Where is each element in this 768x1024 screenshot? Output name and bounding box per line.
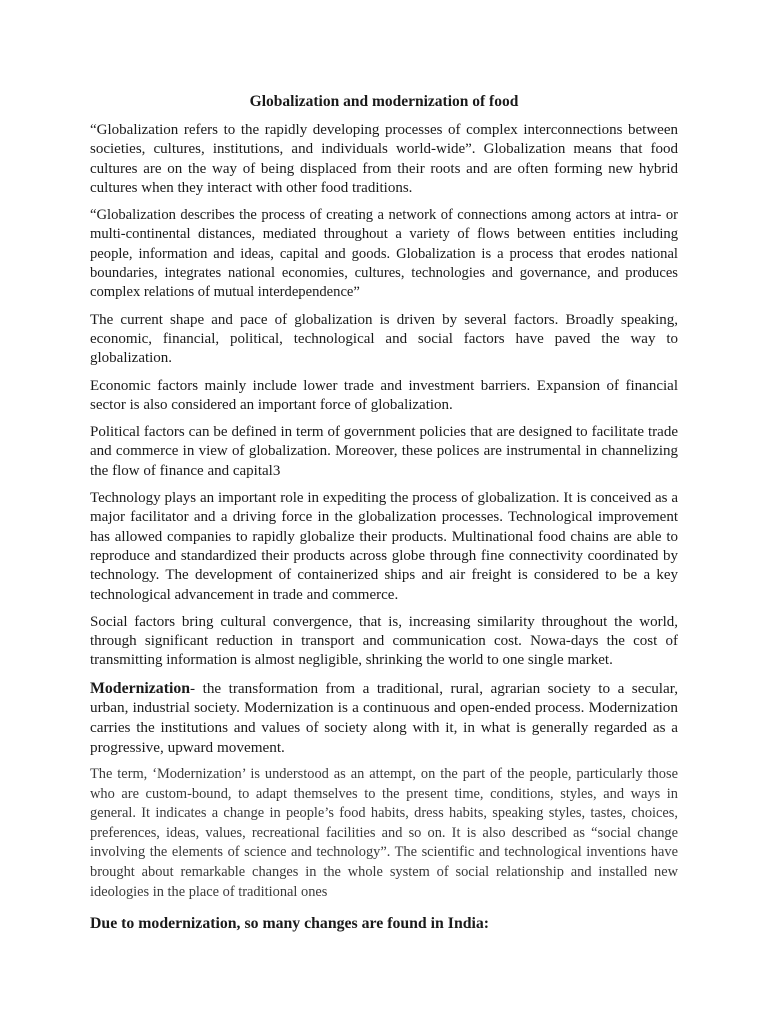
paragraph-technology: Technology plays an important role in expediting the process of globalization. It is conceived as a major facilitator and a driving force in the globalization processes. Technological improvement has allowed companies to rapidly globalize their products. Multinational food chains are able to reproduce and standardized their products across globe through fine connectivity coordinated by technology. The development of containerized ships and air freight is considered to be a key technological advancement in trade and commerce.: [90, 490, 678, 603]
section-heading-india-changes: Due to modernization, so many changes are found in India:: [90, 915, 490, 933]
document-title: Globalization and modernization of food: [249, 93, 519, 110]
modernization-term: Modernization: [90, 679, 191, 697]
paragraph-globalization-network: “Globalization describes the process of creating a network of connections among actors at intra- or multi-continental distances, mediated throughout a variety of flows between entities including people, information and ideas, capital and goods. Globalization is a process that erodes national boundaries, integrates national economies, cultures, technologies and governance, and produces complex relations of mutual interdependence”: [90, 207, 678, 301]
paragraph-globalization-definition: “Globalization refers to the rapidly developing processes of complex interconnections between societies, cultures, institutions, and individuals world-wide”. Globalization means that food cultures are on the way of being displaced from their roots and are often forming new hybrid cultures when they interact with other food traditions.: [90, 122, 678, 196]
paragraph-modernization-term: The term, ‘Modernization’ is understood as an attempt, on the part of the people, particularly those who are custom-bound, to adapt themselves to the present time, conditions, styles, and ways in general. It indicates a change in people’s food habits, dress habits, speaking styles, tastes, choices, preferences, ideas, values, recreational facilities and so on. It is also described as “social change involving the elements of science and technology”. The scientific and technological inventions have brought about remarkable changes in the whole system of social relationship and installed new ideologies in the place of traditional ones: [90, 766, 678, 900]
modernization-definition-text: - the transformation from a traditional, rural, agrarian society to a secular, urban, industrial society. Modernization is a continuous and open-ended process. Modernization carries the institutions and values of society along with it, in what is generally regarded as a progressive, upward movement.: [90, 679, 678, 756]
paragraph-social-factors: Social factors bring cultural convergence, that is, increasing similarity throughout the world, through significant reduction in transport and communication cost. Nowa-days the cost of transmitting information is almost negligible, shrinking the world to one single market.: [90, 613, 678, 669]
paragraph-economic-factors: Economic factors mainly include lower trade and investment barriers. Expansion of financial sector is also considered an important force of globalization.: [90, 377, 678, 413]
paragraph-modernization-definition: [90, 679, 678, 757]
document-page: [90, 92, 678, 934]
paragraph-political-factors: Political factors can be defined in term of government policies that are designed to facilitate trade and commerce in view of globalization. Moreover, these polices are instrumental in channelizing the flow of finance and capital3: [90, 424, 678, 479]
paragraph-globalization-factors: The current shape and pace of globalization is driven by several factors. Broadly speaking, economic, financial, political, technological and social factors have paved the way to globalization.: [90, 311, 678, 367]
